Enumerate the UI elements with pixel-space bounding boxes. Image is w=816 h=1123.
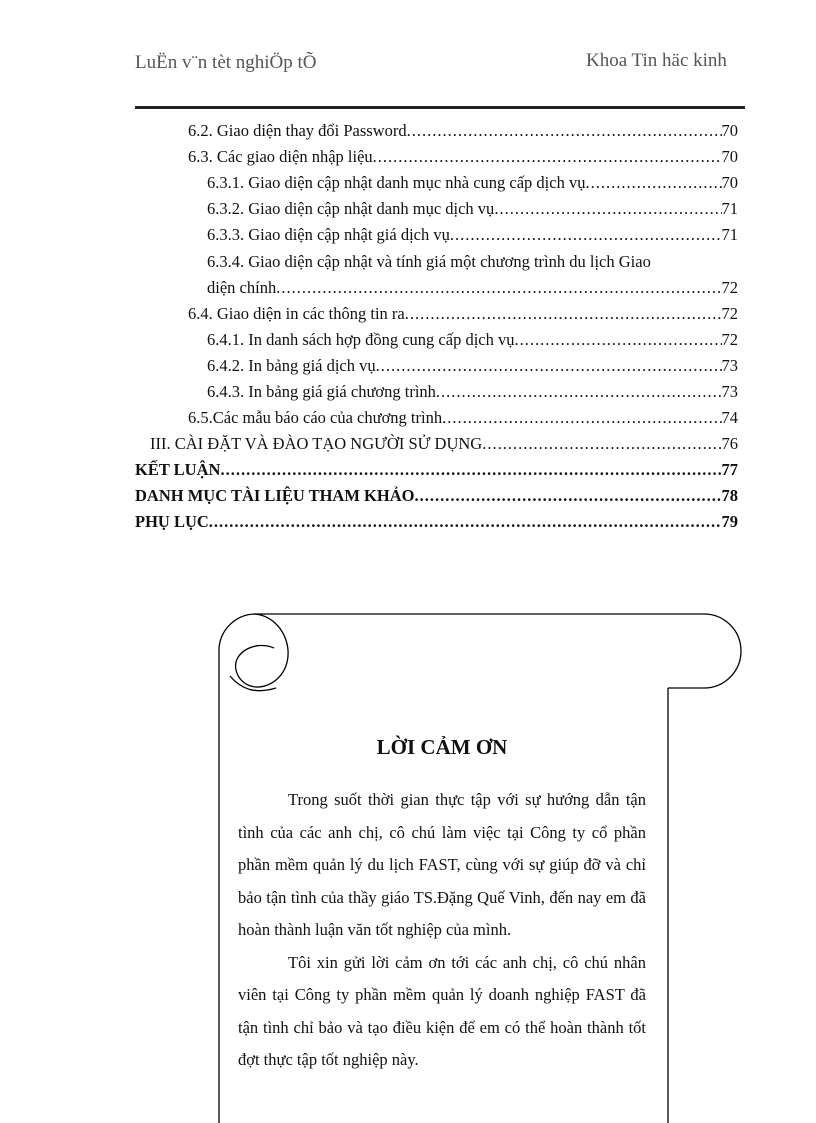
toc-entry-page: 73 — [721, 356, 738, 375]
toc-entry-page: 71 — [721, 199, 738, 218]
toc-entry-page: 79 — [721, 512, 738, 531]
toc-entry-title: 6.4. Giao diện in các thông tin ra — [188, 304, 405, 323]
acknowledgement-paragraph: Tôi xin gửi lời cảm ơn tới các anh chị, cô chú nhân viên tại Công ty phần mềm quản lý doanh nghiệp FAST đã tận tình chỉ bảo và tạo điều kiện để em có thể hoàn thành tốt đợt thực tập tốt nghiệp này. — [238, 952, 646, 1069]
toc-entry-title: 6.4.2. In bảng giá dịch vụ — [207, 356, 376, 375]
toc-entry-page: 76 — [721, 434, 738, 453]
toc-entry-title: 6.3.2. Giao diện cập nhật danh mục dịch vụ — [207, 199, 495, 218]
toc-entry-title: 6.3.4. Giao diện cập nhật và tính giá một chương trình du lịch Giao — [207, 252, 651, 271]
toc-entry-page: 77 — [721, 460, 738, 479]
toc-entry-page: 70 — [721, 147, 738, 166]
toc-entry-title: 6.5.Các mẫu báo cáo của chương trình — [188, 408, 443, 427]
toc-entry-title: 6.3. Các giao diện nhập liệu — [188, 147, 373, 166]
toc-entry-page: 72 — [721, 278, 738, 297]
acknowledgement-section — [238, 735, 646, 1077]
toc-entry-page: 72 — [721, 304, 738, 323]
toc-entry-title: 6.3.3. Giao diện cập nhật giá dịch vụ — [207, 225, 450, 244]
toc-entry-page: 72 — [721, 330, 738, 349]
toc-entry-title: PHỤ LỤC — [135, 512, 209, 531]
toc-entry-page: 71 — [721, 225, 738, 244]
toc-entry-page: 74 — [721, 408, 738, 427]
toc-entry-title: diện chính — [207, 278, 277, 297]
acknowledgement-title: LỜI CẢM ƠN — [376, 735, 508, 759]
toc-entry-title: III. CÀI ĐẶT VÀ ĐÀO TẠO NGƯỜI SỬ DỤNG — [150, 434, 483, 453]
toc-entry-title: 6.4.1. In danh sách hợp đồng cung cấp dịch vụ — [207, 330, 515, 349]
header-left-title: LuËn v¨n tèt nghiÖp tÕ — [135, 52, 317, 73]
toc-entry-title: 6.3.1. Giao diện cập nhật danh mục nhà cung cấp dịch vụ — [207, 173, 586, 192]
toc-entry-page: 78 — [721, 486, 738, 505]
toc-entry-title: KẾT LUẬN — [135, 460, 221, 479]
toc-entry-title: DANH MỤC TÀI LIỆU THAM KHẢO — [135, 486, 415, 505]
toc-entry-page: 70 — [721, 173, 738, 192]
toc-entry-page: 70 — [721, 121, 738, 140]
header-right-title: Khoa Tin häc kinh — [586, 50, 727, 71]
toc-entry-page: 73 — [721, 382, 738, 401]
toc-entry-title: 6.4.3. In bảng giá giá chương trình — [207, 382, 436, 401]
acknowledgement-paragraph: Trong suốt thời gian thực tập với sự hướng dẫn tận tình của các anh chị, cô chú làm việc tại Công ty cổ phần phần mềm quản lý du lịch FAST, cùng với sự giúp đỡ và chỉ bảo tận tình của thầy giáo TS.Đặng Quế Vinh, đến nay em đã hoàn thành luận văn tốt nghiệp của mình. — [238, 790, 646, 939]
toc-entry-title: 6.2. Giao diện thay đổi Password — [188, 121, 407, 140]
